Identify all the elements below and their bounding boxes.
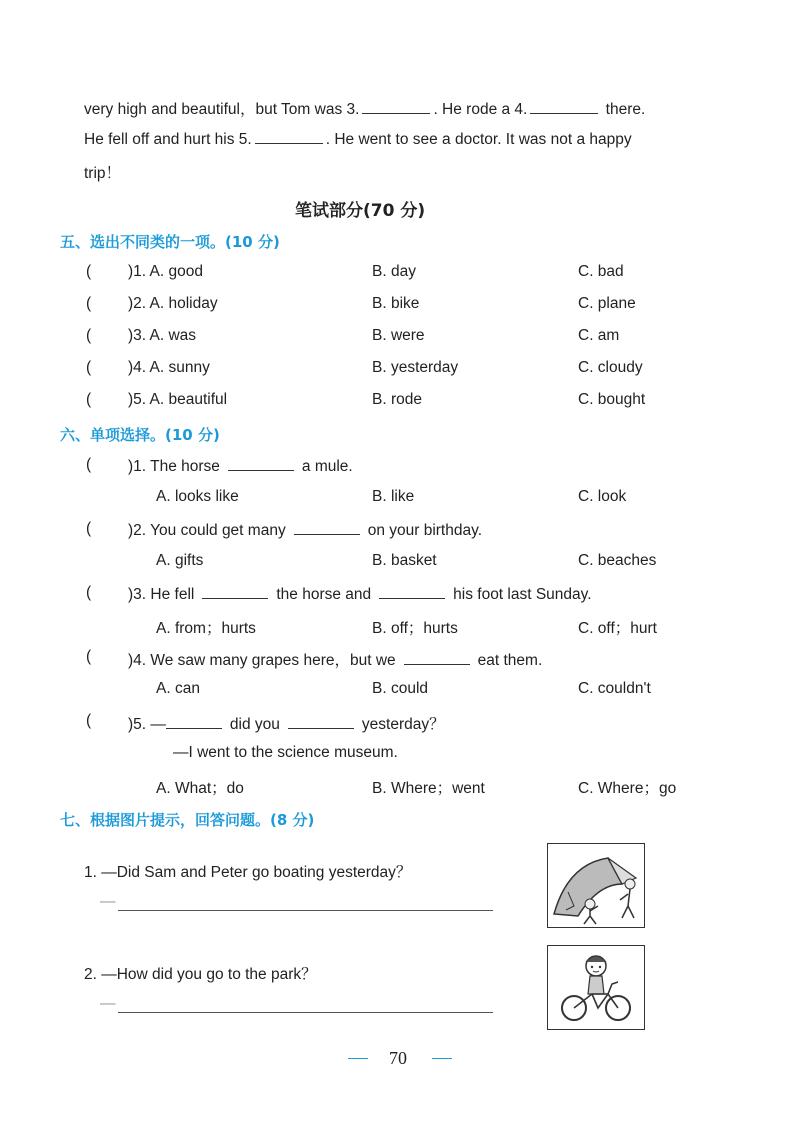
section-7-title: 七、根据图片提示，回答问题。(8 分) xyxy=(60,811,315,829)
option-b: B. like xyxy=(372,488,415,505)
option-b: B. basket xyxy=(372,552,437,569)
option-b: B. rode xyxy=(372,391,422,408)
option-b: B. off；hurts xyxy=(372,620,458,637)
answer-paren[interactable]: ( xyxy=(86,712,92,729)
sec5-item-1 xyxy=(0,263,800,283)
sec6-q2 xyxy=(0,520,800,540)
sec6-q4 xyxy=(0,648,800,668)
passage-line-1 xyxy=(84,97,645,119)
option-c: C. couldn't xyxy=(578,680,651,697)
answer-blank[interactable] xyxy=(166,714,222,729)
option-c: C. look xyxy=(578,488,627,505)
question-text: the horse and xyxy=(276,586,372,603)
sec7-q1-question: 1. —Did Sam and Peter go boating yesterday？ xyxy=(84,864,412,881)
passage-text: . He rode a 4. xyxy=(433,101,528,118)
answer-paren[interactable]: ( xyxy=(86,359,92,376)
passage-text: . He went to see a doctor. It was not a happy xyxy=(325,131,632,148)
question-text: on your birthday. xyxy=(367,522,483,539)
answer-paren[interactable]: ( xyxy=(86,648,92,665)
option-a: )2. A. holiday xyxy=(128,295,218,312)
section-6-title: 六、单项选择。(10 分) xyxy=(60,426,220,444)
answer-paren[interactable]: ( xyxy=(86,263,92,280)
answer-blank[interactable] xyxy=(379,584,445,599)
question-text: )3. He fell xyxy=(128,586,195,603)
option-a: )5. A. beautiful xyxy=(128,391,228,408)
option-b: B. Where；went xyxy=(372,780,485,797)
sec6-q3-options xyxy=(0,616,800,636)
option-b: B. could xyxy=(372,680,429,697)
option-a: )1. A. good xyxy=(128,263,203,280)
answer-paren[interactable]: ( xyxy=(86,295,92,312)
passage-line-2 xyxy=(84,129,632,149)
answer-paren[interactable]: ( xyxy=(86,327,92,344)
option-c: C. plane xyxy=(578,295,636,312)
option-c: C. off；hurt xyxy=(578,620,657,637)
sec6-q3 xyxy=(0,584,800,604)
answer-blank[interactable] xyxy=(294,520,360,535)
sec6-q4-options xyxy=(0,680,800,700)
answer-blank[interactable] xyxy=(404,650,470,665)
option-a: A. can xyxy=(156,680,200,697)
sec5-item-5 xyxy=(0,391,800,411)
answer-blank[interactable] xyxy=(228,456,294,471)
question-text: )1. The horse xyxy=(128,458,220,475)
sec6-q5-reply: —I went to the science museum. xyxy=(173,744,398,761)
answer-dash: — xyxy=(100,995,116,1012)
answer-dash: — xyxy=(100,893,116,910)
question-text: )5. — xyxy=(128,716,166,733)
answer-line-1[interactable] xyxy=(118,910,493,911)
option-c: C. am xyxy=(578,327,620,344)
tent-icon xyxy=(548,844,644,927)
boy-riding-bike-picture xyxy=(547,945,645,1030)
option-a: A. looks like xyxy=(156,488,239,505)
option-b: B. day xyxy=(372,263,416,280)
question-stem xyxy=(128,584,592,604)
question-text: did you xyxy=(229,716,280,733)
page-number-rule-left xyxy=(348,1058,368,1059)
answer-paren[interactable]: ( xyxy=(86,584,92,601)
question-stem xyxy=(128,648,542,670)
option-a: )3. A. was xyxy=(128,327,197,344)
question-text: yesterday？ xyxy=(361,716,445,733)
question-stem xyxy=(128,712,445,734)
question-stem xyxy=(128,520,482,540)
page-number: 70 xyxy=(389,1048,407,1068)
tent-camping-picture xyxy=(547,843,645,928)
option-a: A. gifts xyxy=(156,552,204,569)
sec6-q1-options xyxy=(0,488,800,508)
option-c: C. cloudy xyxy=(578,359,643,376)
sec5-item-3 xyxy=(0,327,800,347)
written-part-title: 笔试部分(70 分) xyxy=(295,201,426,221)
page-number-rule-right xyxy=(432,1058,452,1059)
passage-line-3: trip！ xyxy=(84,165,122,182)
answer-blank[interactable] xyxy=(202,584,268,599)
answer-paren[interactable]: ( xyxy=(86,456,92,473)
question-text: )4. We saw many grapes here，but we xyxy=(128,652,396,669)
section-5-title: 五、选出不同类的一项。(10 分) xyxy=(60,233,280,251)
answer-blank-5[interactable] xyxy=(255,129,323,144)
sec6-q2-options xyxy=(0,552,800,572)
option-c: C. beaches xyxy=(578,552,657,569)
option-b: B. were xyxy=(372,327,425,344)
passage-text: there. xyxy=(605,101,646,118)
question-text: his foot last Sunday. xyxy=(453,586,592,603)
question-text: )2. You could get many xyxy=(128,522,286,539)
option-b: B. bike xyxy=(372,295,420,312)
question-text: eat them. xyxy=(477,652,543,669)
question-text: a mule. xyxy=(301,458,353,475)
passage-text: He fell off and hurt his 5. xyxy=(84,131,252,148)
sec6-q5 xyxy=(0,712,800,732)
sec6-q1 xyxy=(0,456,800,476)
question-stem xyxy=(128,456,353,476)
option-a: A. from；hurts xyxy=(156,620,256,637)
option-c: C. bad xyxy=(578,263,624,280)
passage-text: very high and beautiful，but Tom was 3. xyxy=(84,101,360,118)
option-c: C. Where；go xyxy=(578,780,677,797)
bicycle-icon xyxy=(548,946,644,1029)
answer-blank[interactable] xyxy=(288,714,354,729)
option-a: )4. A. sunny xyxy=(128,359,210,376)
sec6-q5-options xyxy=(0,776,800,796)
answer-line-2[interactable] xyxy=(118,1012,493,1013)
sec5-item-2 xyxy=(0,295,800,315)
sec7-q2-question: 2. —How did you go to the park？ xyxy=(84,966,317,983)
answer-blank-4[interactable] xyxy=(530,99,598,114)
answer-paren[interactable]: ( xyxy=(86,520,92,537)
option-c: C. bought xyxy=(578,391,646,408)
answer-paren[interactable]: ( xyxy=(86,391,92,408)
option-a: A. What；do xyxy=(156,780,244,797)
sec5-item-4 xyxy=(0,359,800,379)
answer-blank-3[interactable] xyxy=(362,99,430,114)
option-b: B. yesterday xyxy=(372,359,459,376)
